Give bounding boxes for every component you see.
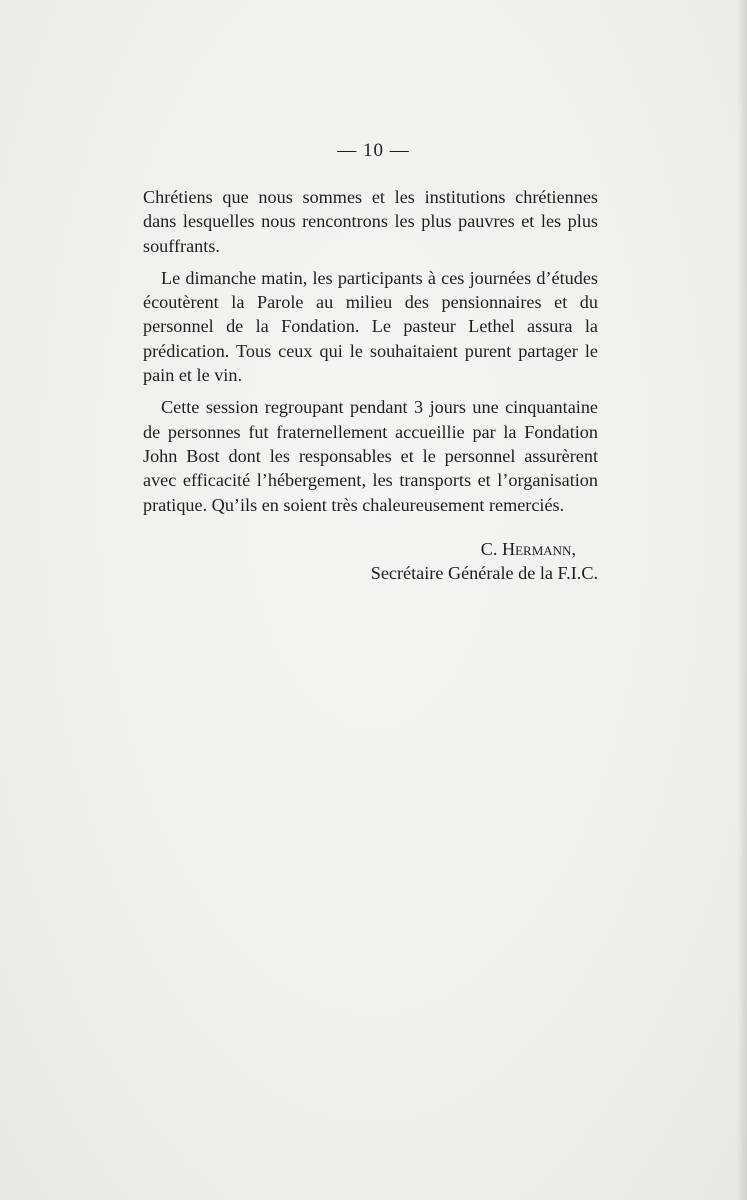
signature-initial: C. (480, 539, 502, 559)
paragraph-1: Chrétiens que nous sommes et les institutions chrétiennes dans lesquelles nous rencontrons les plus pauvres et les plus souffrants. (143, 187, 598, 256)
signature-block (143, 537, 598, 586)
document-body (143, 185, 598, 525)
page-number: — 10 — (337, 140, 410, 161)
signature-name (143, 537, 598, 561)
signature-title: Secrétaire Générale de la F.I.C. (370, 563, 598, 584)
paragraph-2: Le dimanche matin, les participants à ces journées d’études écoutèrent la Parole au milieu des pensionnaires et du personnel de la Fondation. Le pasteur Lethel assura la prédication. Tous ceux qui le souhaitaient purent partager le pain et le vin. (143, 267, 598, 386)
signature-surname: Hermann, (501, 539, 576, 559)
page-edge-shadow (737, 0, 747, 1200)
paragraph-3: Cette session regroupant pendant 3 jours une cinquantaine de personnes fut fraternellement accueillie par la Fondation John Bost dont les responsables et le personnel assurèrent avec efficacité l’hébergement, les transports et l’organisation pratique. Qu’ils en soient très chaleureusement remerciés. (143, 397, 598, 515)
